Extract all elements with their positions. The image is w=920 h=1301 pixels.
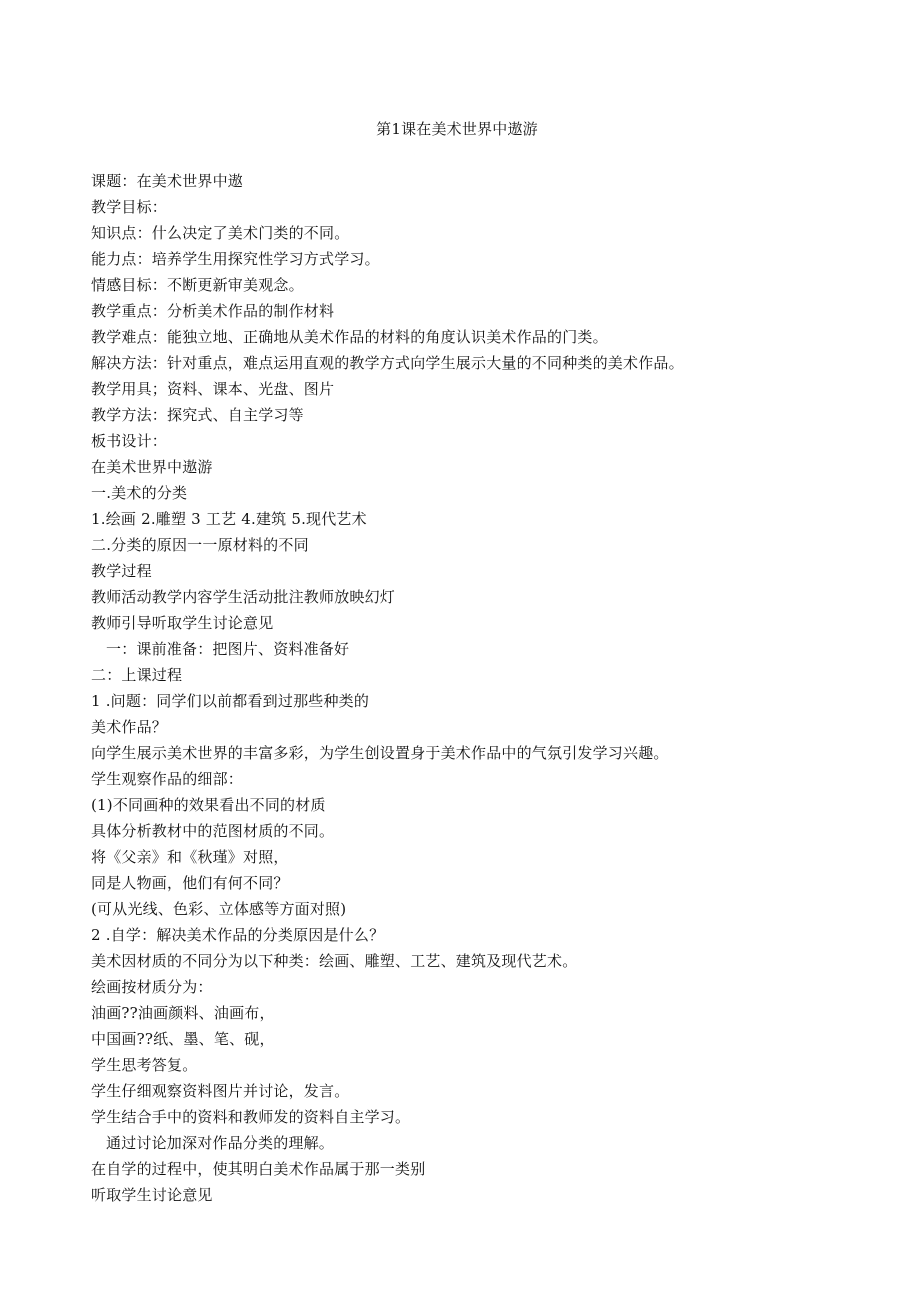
text-line: (可从光线、色彩、立体感等方面对照): [91, 900, 347, 918]
text-line: 学生观察作品的细部：: [91, 770, 244, 788]
text-line: 学生结合手中的资料和教师发的资料自主学习。: [91, 1108, 411, 1126]
text-line: 油画??油画颜料、油画布，: [91, 1004, 275, 1022]
text-line: (1)不同画种的效果看出不同的材质: [91, 796, 326, 814]
text-line: 教学目标：: [91, 198, 168, 216]
text-line: 学生仔细观察资料图片并讨论，发言。: [91, 1082, 350, 1100]
text-line: 具体分析教材中的范图材质的不同。: [91, 822, 335, 840]
text-line: 中国画??纸、墨、笔、砚，: [91, 1030, 275, 1048]
text-line: 教学用具；资料、课本、光盘、图片: [91, 380, 335, 398]
text-line: 教师活动教学内容学生活动批注教师放映幻灯: [91, 588, 396, 606]
text-line: 教学过程: [91, 562, 152, 580]
text-line: 在美术世界中遨游: [91, 458, 213, 476]
text-line: 板书设计：: [91, 432, 168, 450]
text-line: 将《父亲》和《秋瑾》对照，: [91, 848, 289, 866]
document-body: [91, 168, 851, 1208]
text-line: 1.绘画 2.雕塑 3 工艺 4.建筑 5.现代艺术: [91, 510, 367, 528]
text-line: 美术因材质的不同分为以下种类：绘画、雕塑、工艺、建筑及现代艺术。: [91, 952, 578, 970]
text-line: 知识点：什么决定了美术门类的不同。: [91, 224, 350, 242]
text-line: 课题：在美术世界中遨: [91, 172, 244, 190]
text-line: 情感目标：不断更新审美观念。: [91, 276, 304, 294]
text-line: 能力点：培养学生用探究性学习方式学习。: [91, 250, 380, 268]
text-line: 在自学的过程中，使其明白美术作品属于那一类别: [91, 1160, 426, 1178]
text-line: 二.分类的原因一一原材料的不同: [91, 536, 309, 554]
text-line: 二：上课过程: [91, 666, 183, 684]
text-line: 一.美术的分类: [91, 484, 188, 502]
text-line: 绘画按材质分为：: [91, 978, 213, 996]
page-title: 第1课在美术世界中遨游: [376, 120, 538, 138]
text-line: 一：课前准备：把图片、资料准备好: [106, 640, 350, 658]
text-line: 美术作品？: [91, 718, 168, 736]
text-line: 教学难点：能独立地、正确地从美术作品的材料的角度认识美术作品的门类。: [91, 328, 608, 346]
text-line: 教学重点：分析美术作品的制作材料: [91, 302, 335, 320]
text-line: 解决方法：针对重点，难点运用直观的教学方式向学生展示大量的不同种类的美术作品。: [91, 354, 684, 372]
text-line: 同是人物画，他们有何不同？: [91, 874, 289, 892]
text-line: 通过讨论加深对作品分类的理解。: [106, 1134, 335, 1152]
text-line: 教师引导听取学生讨论意见: [91, 614, 274, 632]
text-line: 1 .问题：同学们以前都看到过那些种类的: [91, 692, 370, 710]
text-line: 向学生展示美术世界的丰富多彩，为学生创设置身于美术作品中的气氛引发学习兴趣。: [91, 744, 669, 762]
text-line: 听取学生讨论意见: [91, 1186, 213, 1204]
text-line: 学生思考答复。: [91, 1056, 198, 1074]
text-line: 教学方法：探究式、自主学习等: [91, 406, 304, 424]
text-line: 2 .自学：解决美术作品的分类原因是什么？: [91, 926, 385, 944]
